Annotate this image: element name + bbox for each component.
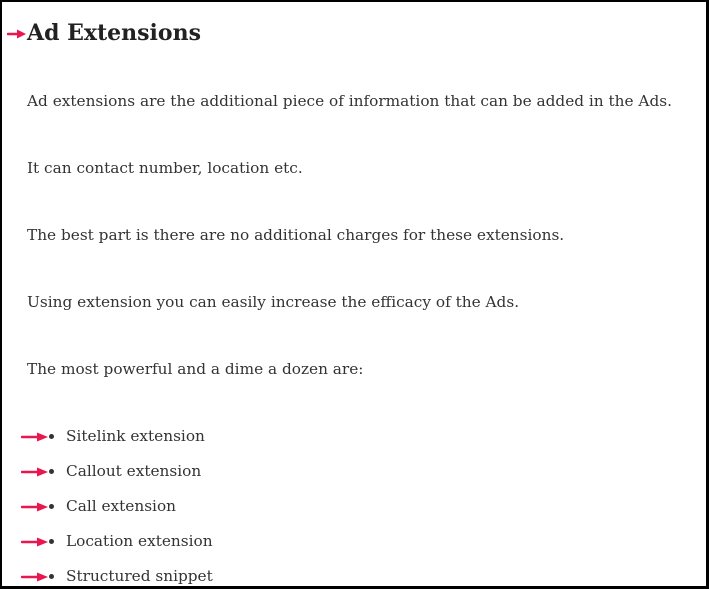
list-item-label: Call extension [66,497,177,515]
list-item [2,495,702,519]
list-item [2,425,702,449]
red-arrow-icon [21,466,49,478]
bullet-dot [49,434,54,439]
red-arrow-icon [21,431,49,443]
paragraph-list-intro: The most powerful and a dime a dozen are: [27,360,364,378]
list-item [2,460,702,484]
red-arrow-icon [7,28,27,40]
page-title: Ad Extensions [27,20,201,46]
bullet-dot [49,574,54,579]
list-item [2,530,702,554]
paragraph-efficacy: Using extension you can easily increase the efficacy of the Ads. [27,293,520,311]
bullet-dot [49,539,54,544]
list-item-label: Callout extension [66,462,202,480]
bullet-dot [49,469,54,474]
red-arrow-icon [21,536,49,548]
list-item-label: Location extension [66,532,213,550]
paragraph-no-charges: The best part is there are no additional charges for these extensions. [27,226,565,244]
red-arrow-icon [21,571,49,583]
list-item-label: Structured snippet [66,567,213,585]
list-item [2,565,702,589]
bullet-dot [49,504,54,509]
list-item-label: Sitelink extension [66,427,205,445]
paragraph-examples: It can contact number, location etc. [27,159,303,177]
red-arrow-icon [21,501,49,513]
paragraph-intro: Ad extensions are the additional piece of information that can be added in the Ads. [27,92,672,110]
